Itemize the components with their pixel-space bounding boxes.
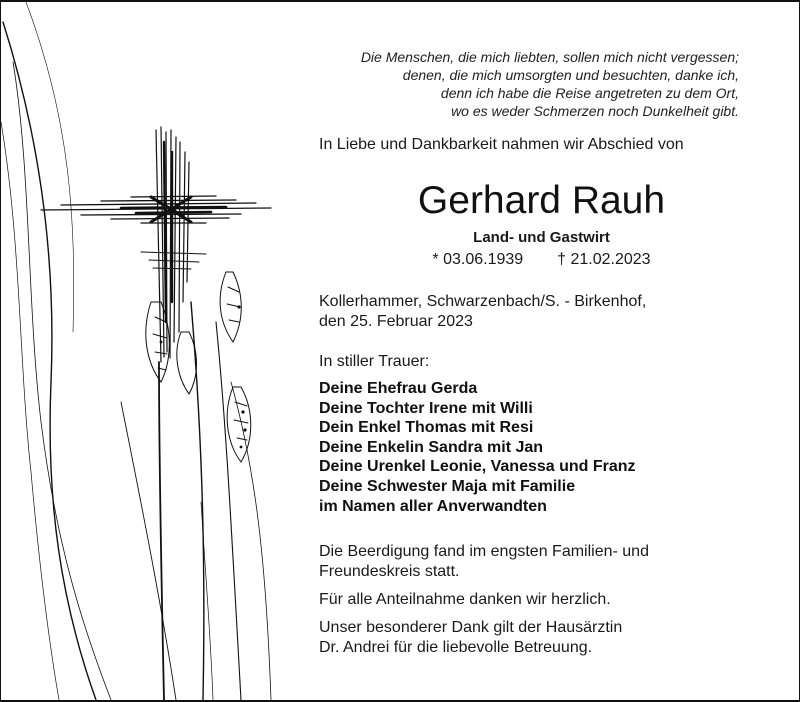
place-line: Kollerhammer, Schwarzenbach/S. - Birkenhof, (319, 293, 647, 310)
mourner-line: im Namen aller Anverwandten (319, 497, 547, 515)
closing-notes (319, 542, 649, 666)
mourner-line: Deine Schwester Maja mit Familie (319, 477, 576, 495)
mourner-line: Deine Enkelin Sandra mit Jan (319, 438, 544, 456)
funeral-note (319, 542, 649, 582)
poem-line: denen, die mich umsorgten und besuchten, danke ich, (402, 67, 739, 83)
mourner-line: Deine Urenkel Leonie, Vanessa und Franz (319, 458, 636, 476)
grief-label: In stiller Trauer: (319, 353, 430, 370)
deceased-name: Gerhard Rauh (417, 179, 666, 222)
birth-date: * 03.06.1939 (432, 251, 524, 268)
life-dates (319, 250, 764, 270)
poem-line: denn ich habe die Reise angetreten zu dem Ort, (440, 85, 739, 101)
special-thanks-line: Unser besonderer Dank gilt der Hausärztin (319, 619, 623, 636)
special-thanks-note (319, 618, 649, 658)
poem-line: wo es weder Schmerzen noch Dunkelheit gibt. (451, 103, 739, 119)
mourner-line: Dein Enkel Thomas mit Resi (319, 419, 534, 437)
funeral-line: Freundeskreis statt. (319, 563, 460, 580)
death-date: † 21.02.2023 (557, 251, 651, 268)
mourners-list (319, 379, 636, 516)
place-date (319, 292, 646, 332)
mourner-line: Deine Tochter Irene mit Willi (319, 399, 533, 417)
poem (361, 48, 739, 120)
deceased-profession: Land- und Gastwirt (473, 229, 610, 246)
thanks-note: Für alle Anteilnahme danken wir herzlich. (319, 591, 611, 608)
date-line: den 25. Februar 2023 (319, 313, 473, 330)
cross-wheat-artwork (1, 2, 301, 700)
poem-line: Die Menschen, die mich liebten, sollen mich nicht vergessen; (360, 49, 739, 65)
special-thanks-line: Dr. Andrei für die liebevolle Betreuung. (319, 639, 593, 656)
intro-text: In Liebe und Dankbarkeit nahmen wir Abschied von (319, 136, 684, 153)
funeral-line: Die Beerdigung fand im engsten Familien- und (319, 543, 649, 560)
mourner-line: Deine Ehefrau Gerda (319, 380, 478, 397)
